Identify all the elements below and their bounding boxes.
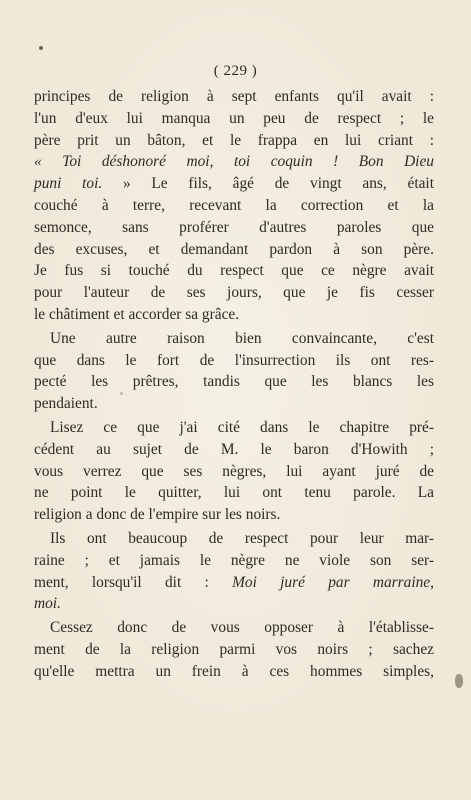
text-line: cédent au sujet de M. le baron d'Howith ; [34, 440, 434, 458]
text-line: Une autre raison bien convaincante, c'est [50, 329, 434, 347]
text-line: qu'elle mettra un frein à ces hommes simples, [34, 662, 434, 680]
ink-spot [39, 46, 43, 50]
text-line: religion a donc de l'empire sur les noirs. [34, 506, 281, 524]
text-line: Je fus si touché du respect que ce nègre avait [34, 262, 434, 280]
text-line: que dans le fort de l'insurrection ils ont res- [34, 351, 434, 369]
text-line [34, 593, 434, 615]
text-line: des excuses, et demandant pardon à son père. [34, 240, 434, 258]
text-line: semonce, sans proférer d'autres paroles que [34, 218, 434, 236]
text-line: Ils ont beaucoup de respect pour leur mar- [50, 529, 434, 547]
text-line: couché à terre, recevant la correction et la [34, 196, 434, 214]
body-text [34, 86, 434, 683]
paragraph-3 [34, 417, 434, 526]
text-line: pecté les prêtres, tandis que les blancs les [34, 373, 434, 391]
text-line: vous verrez que ses nègres, lui ayant juré de [34, 462, 434, 480]
paper-stain [455, 674, 463, 688]
text-line: le châtiment et accorder sa grâce. [34, 305, 240, 323]
text-line: père prit un bâton, et le frappa en lui criant : [34, 131, 434, 149]
text-line: raine ; et jamais le nègre ne viole son ser- [34, 551, 434, 569]
text-line: pendaient. [34, 395, 98, 413]
italic-quote: Moi juré par marraine, [232, 573, 434, 591]
paragraph-2 [34, 328, 434, 415]
paragraph-5 [34, 617, 434, 682]
italic-quote: « Toi déshonoré moi, toi coquin ! Bon Dieu [34, 153, 434, 171]
text-line [34, 173, 434, 195]
text-line: Cessez donc de vous opposer à l'établisse- [50, 619, 434, 637]
text-line [34, 572, 434, 594]
text-line: ne point le quitter, lui ont tenu parole. La [34, 484, 434, 502]
text-line: pour l'auteur de ses jours, que je fis cesser [34, 284, 434, 302]
paragraph-4 [34, 528, 434, 615]
text-fragment: » Le fils, âgé de vingt ans, était [102, 175, 434, 193]
text-line [34, 151, 434, 173]
text-fragment: ment, lorsqu'il dit : [34, 573, 233, 591]
text-line: ment de la religion parmi vos noirs ; sachez [34, 640, 434, 658]
paragraph-1 [34, 86, 434, 326]
page-number: ( 229 ) [213, 63, 258, 79]
text-line: l'un d'eux lui manqua un peu de respect ; le [34, 109, 434, 127]
italic-quote: moi. [34, 595, 61, 613]
text-line: Lisez ce que j'ai cité dans le chapitre pré- [50, 418, 434, 436]
italic-quote: puni toi. [34, 175, 103, 193]
text-line: principes de religion à sept enfants qu'il avait : [34, 88, 434, 105]
